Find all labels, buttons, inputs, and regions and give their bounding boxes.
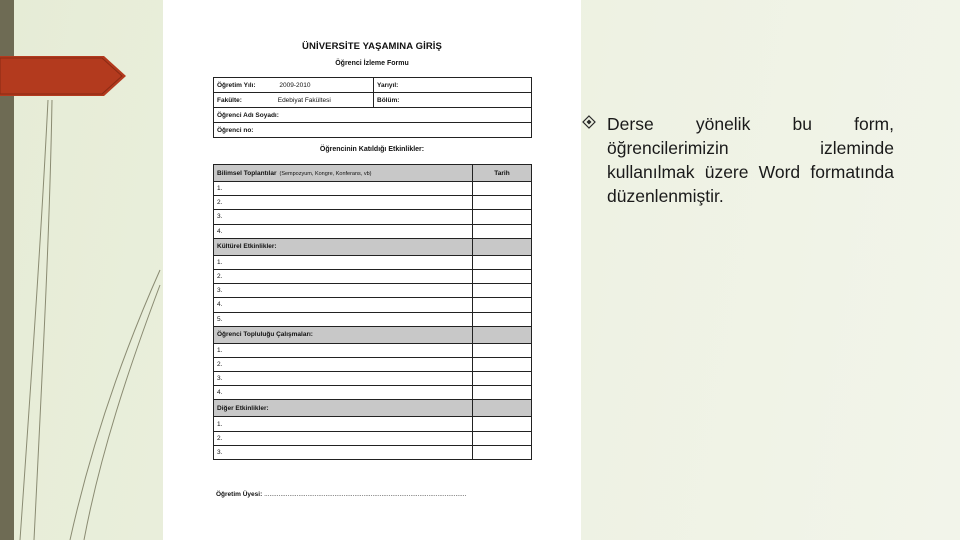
section-header-date-cell: [473, 400, 532, 417]
activity-date-cell: [473, 372, 532, 386]
activity-row: [214, 372, 532, 386]
activity-number-cell: 4.: [214, 386, 473, 400]
activity-row: [214, 312, 532, 326]
student-number-cell: [214, 123, 532, 138]
activity-row: [214, 210, 532, 224]
activity-row: [214, 298, 532, 312]
activity-number-cell: 4.: [214, 224, 473, 238]
section-title: Kültürel Etkinlikler:: [217, 243, 277, 251]
activity-number-cell: 1.: [214, 255, 473, 269]
semester-cell: [374, 78, 532, 93]
activity-row: [214, 357, 532, 371]
bullet-point: [582, 112, 894, 208]
activity-row: [214, 284, 532, 298]
student-name-label: Öğrenci Adı Soyadı:: [217, 111, 279, 119]
signature-line: [216, 491, 466, 498]
activity-row: [214, 386, 532, 400]
section-title: Öğrenci Topluluğu Çalışmaları:: [217, 331, 313, 339]
title-accent-tab: [0, 56, 126, 96]
faculty-label: Fakülte:: [217, 96, 242, 104]
activity-date-cell: [473, 182, 532, 196]
activity-date-cell: [473, 312, 532, 326]
student-number-label: Öğrenci no:: [217, 126, 254, 134]
signature-dots: ................................................................................................................: [264, 491, 467, 498]
academic-year-value: 2009-2010: [279, 81, 311, 89]
activity-row: [214, 255, 532, 269]
faculty-cell: [214, 93, 374, 108]
activity-date-cell: [473, 357, 532, 371]
activity-row: [214, 343, 532, 357]
academic-year-label: Öğretim Yılı:: [217, 81, 256, 89]
department-label: Bölüm:: [377, 96, 400, 104]
activities-table: [213, 164, 532, 460]
activity-number-cell: 2.: [214, 357, 473, 371]
activity-number-cell: 3.: [214, 372, 473, 386]
section-header-date-cell: [473, 326, 532, 343]
department-cell: [374, 93, 532, 108]
activity-date-cell: [473, 386, 532, 400]
activity-number-cell: 3.: [214, 445, 473, 459]
activity-date-cell: [473, 255, 532, 269]
section-header-cell: [214, 238, 473, 255]
activity-number-cell: 3.: [214, 284, 473, 298]
faculty-value: Edebiyat Fakültesi: [277, 96, 331, 104]
section-header-row: [214, 238, 532, 255]
section-header-row: [214, 326, 532, 343]
date-column-header: Tarih: [473, 165, 532, 182]
activity-date-cell: [473, 298, 532, 312]
section-header-cell: [214, 400, 473, 417]
activity-date-cell: [473, 431, 532, 445]
section-title: Diğer Etkinlikler:: [217, 404, 269, 412]
activity-number-cell: 1.: [214, 343, 473, 357]
activity-number-cell: 3.: [214, 210, 473, 224]
activity-date-cell: [473, 269, 532, 283]
activity-row: [214, 196, 532, 210]
signature-label: Öğretim Üyesi:: [216, 491, 263, 498]
activity-number-cell: 5.: [214, 312, 473, 326]
section-header-cell: [214, 165, 473, 182]
section-header-row: [214, 165, 532, 182]
activity-row: [214, 431, 532, 445]
bullet-text: Derse yönelik bu form, öğrencilerimizin izleminde kullanılmak üzere Word formatında düzenlenmiştir.: [607, 114, 894, 206]
activity-date-cell: [473, 210, 532, 224]
activity-number-cell: 2.: [214, 431, 473, 445]
activities-section-title: Öğrencinin Katıldığı Etkinlikler:: [319, 146, 425, 153]
activity-number-cell: 4.: [214, 298, 473, 312]
section-header-row: [214, 400, 532, 417]
activity-date-cell: [473, 343, 532, 357]
academic-year-cell: [214, 78, 374, 93]
activity-date-cell: [473, 224, 532, 238]
student-name-cell: [214, 108, 532, 123]
activity-date-cell: [473, 196, 532, 210]
activity-date-cell: [473, 445, 532, 459]
section-header-date-cell: [473, 238, 532, 255]
activity-number-cell: 2.: [214, 269, 473, 283]
section-header-cell: [214, 326, 473, 343]
activity-number-cell: 1.: [214, 182, 473, 196]
form-title: ÜNİVERSİTE YAŞAMINA GİRİŞ: [302, 41, 442, 52]
activity-number-cell: 1.: [214, 417, 473, 431]
activity-date-cell: [473, 417, 532, 431]
activity-row: [214, 224, 532, 238]
diamond-bullet-icon: [582, 115, 596, 129]
student-info-table: [213, 77, 532, 138]
section-title: Bilimsel Toplantılar: [217, 169, 277, 177]
form-subtitle: Öğrenci İzleme Formu: [335, 60, 409, 67]
form-document-image: [163, 0, 581, 540]
section-subtitle: (Sempozyum, Kongre, Konferans, vb): [279, 170, 372, 177]
activity-row: [214, 182, 532, 196]
activity-row: [214, 445, 532, 459]
activity-number-cell: 2.: [214, 196, 473, 210]
activity-date-cell: [473, 284, 532, 298]
activity-row: [214, 269, 532, 283]
semester-label: Yarıyıl:: [377, 81, 399, 89]
activity-row: [214, 417, 532, 431]
